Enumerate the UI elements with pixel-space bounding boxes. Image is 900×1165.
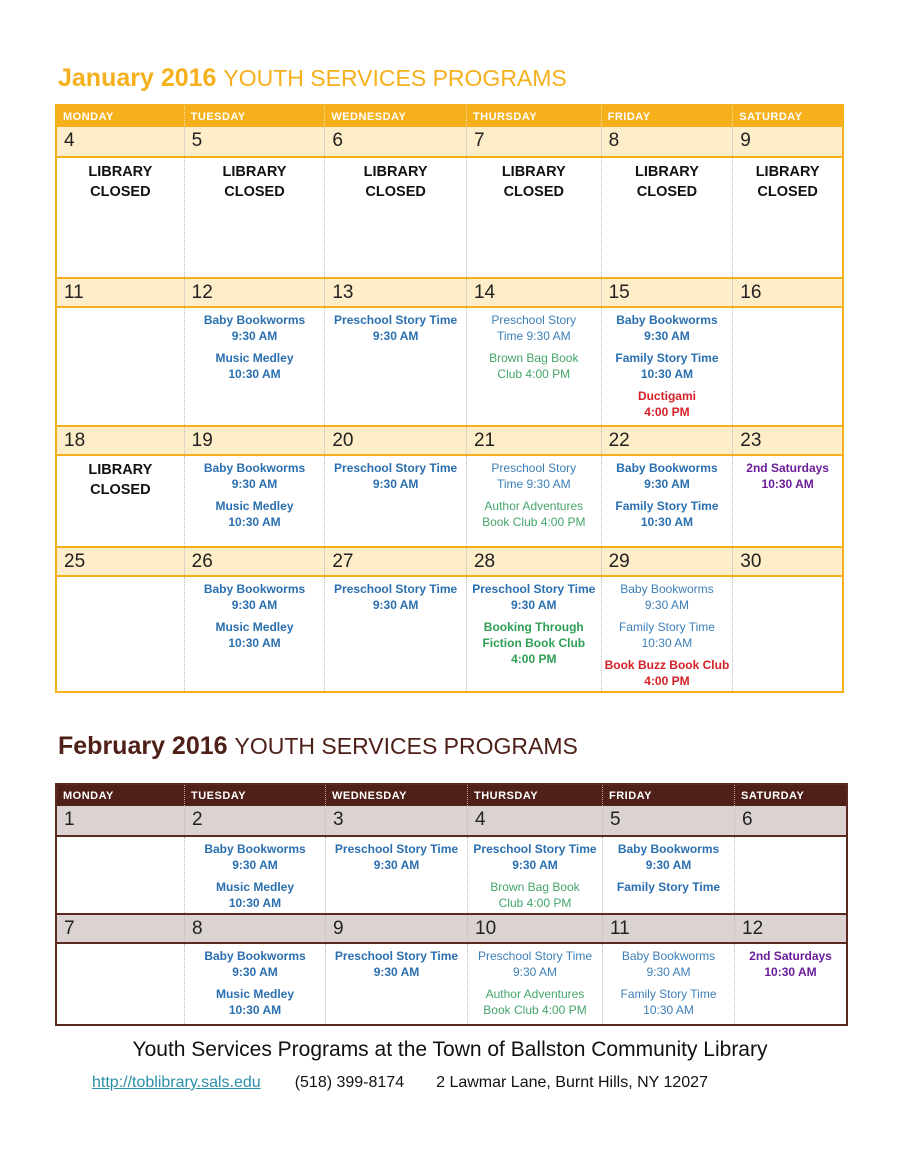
- event-text: Preschool Story: [491, 461, 577, 475]
- date-number: 9: [325, 915, 467, 942]
- date-number: 28: [466, 548, 601, 575]
- event-text: Author Adventures: [485, 987, 585, 1001]
- phone: (518) 399-8174: [294, 1074, 405, 1091]
- event-item[interactable]: [602, 460, 733, 492]
- event-text: Ductigami: [637, 389, 696, 403]
- event-item[interactable]: [602, 619, 733, 651]
- event-text: 10:30 AM: [228, 1003, 282, 1017]
- event-item[interactable]: [602, 388, 733, 420]
- date-number: 9: [732, 127, 842, 156]
- event-item[interactable]: [185, 619, 325, 651]
- title-subtitle: YOUTH SERVICES PROGRAMS: [234, 733, 578, 759]
- event-text: Family Story Time: [615, 499, 719, 513]
- day-cell: [466, 308, 601, 425]
- day-cell: [602, 944, 734, 1024]
- event-item[interactable]: [467, 619, 601, 667]
- event-text: Baby Bookworms: [617, 842, 720, 856]
- date-number: 4: [467, 806, 602, 835]
- january-title: [58, 64, 567, 93]
- events-row: [57, 577, 842, 691]
- day-cell: [57, 456, 184, 546]
- date-number: 7: [466, 127, 601, 156]
- event-text: 10:30 AM: [761, 477, 814, 491]
- event-text: 9:30 AM: [231, 329, 278, 343]
- event-item[interactable]: [733, 460, 842, 492]
- event-text: 10:30 AM: [228, 896, 282, 910]
- event-item[interactable]: [185, 841, 325, 873]
- event-text: Preschool Story Time: [473, 842, 597, 856]
- event-text: LIBRARY: [363, 164, 428, 180]
- event-text: 9:30 AM: [646, 965, 691, 979]
- date-number: 15: [601, 279, 733, 306]
- day-cell: [601, 577, 733, 691]
- event-text: 4:00 PM: [644, 674, 690, 688]
- date-number: 5: [184, 127, 325, 156]
- event-item[interactable]: [325, 312, 466, 344]
- event-text: Family Story Time: [615, 351, 719, 365]
- event-item[interactable]: [467, 350, 601, 382]
- date-number: 8: [601, 127, 733, 156]
- date-number: 30: [732, 548, 842, 575]
- date-row: [57, 913, 846, 944]
- event-text: Music Medley: [215, 620, 294, 634]
- event-text: Club 4:00 PM: [498, 896, 572, 910]
- event-text: Music Medley: [215, 880, 295, 894]
- event-item[interactable]: [326, 841, 467, 873]
- weekday-label: WEDNESDAY: [325, 785, 467, 806]
- event-text: Booking Through: [483, 620, 584, 634]
- day-cell: [732, 158, 842, 277]
- events-row: [57, 944, 846, 1024]
- event-item[interactable]: [602, 581, 733, 613]
- events-row: [57, 158, 842, 277]
- day-cell: [184, 308, 325, 425]
- event-text: 2nd Saturdays: [749, 949, 832, 963]
- day-cell: [601, 456, 733, 546]
- event-text: 9:30 AM: [231, 477, 278, 491]
- event-text: 10:30 AM: [228, 367, 281, 381]
- event-text: 9:30 AM: [644, 598, 689, 612]
- day-cell: [184, 577, 325, 691]
- address: 2 Lawmar Lane, Burnt Hills, NY 12027: [436, 1074, 708, 1091]
- event-text: Baby Bookworms: [203, 313, 306, 327]
- event-text: Preschool Story Time: [334, 842, 459, 856]
- event-item[interactable]: [603, 986, 734, 1018]
- event-text: Fiction Book Club: [482, 636, 586, 650]
- day-cell: [732, 456, 842, 546]
- event-item[interactable]: [185, 581, 325, 613]
- event-text: Brown Bag Book: [489, 351, 579, 365]
- event-text: 9:30 AM: [232, 965, 278, 979]
- event-item[interactable]: [185, 948, 325, 980]
- weekday-label: TUESDAY: [184, 785, 325, 806]
- day-cell: [184, 837, 325, 913]
- day-cell: [732, 577, 842, 691]
- event-text: 9:30 AM: [232, 858, 278, 872]
- date-number: 6: [734, 806, 846, 835]
- library-closed-notice: [602, 162, 733, 202]
- weekday-label: SATURDAY: [732, 106, 842, 127]
- event-text: Music Medley: [215, 499, 294, 513]
- event-item[interactable]: [185, 498, 325, 530]
- date-number: 8: [184, 915, 325, 942]
- date-number: 7: [64, 918, 75, 939]
- weekday-label: WEDNESDAY: [324, 106, 466, 127]
- event-text: Time 9:30 AM: [496, 477, 571, 491]
- date-number: 21: [466, 427, 601, 454]
- day-cell: [184, 944, 325, 1024]
- day-cell: [57, 944, 184, 1024]
- event-text: LIBRARY: [501, 164, 566, 180]
- event-text: 9:30 AM: [510, 598, 557, 612]
- date-number: 11: [64, 282, 84, 303]
- date-row: [57, 425, 842, 456]
- weekday-label: THURSDAY: [466, 106, 601, 127]
- event-text: 9:30 AM: [373, 965, 420, 979]
- event-text: Book Buzz Book Club: [604, 658, 730, 672]
- day-cell: [734, 944, 846, 1024]
- event-text: Music Medley: [215, 351, 294, 365]
- event-text: CLOSED: [90, 482, 151, 498]
- event-text: Baby Bookworms: [620, 582, 714, 596]
- february-calendar: [55, 783, 848, 1026]
- weekday-label: FRIDAY: [602, 785, 734, 806]
- event-text: 9:30 AM: [372, 477, 419, 491]
- event-text: 10:30 AM: [228, 515, 281, 529]
- date-number: 5: [602, 806, 734, 835]
- event-text: LIBRARY: [88, 164, 153, 180]
- day-cell: [467, 837, 602, 913]
- event-text: Baby Bookworms: [203, 582, 306, 596]
- event-item[interactable]: [468, 948, 602, 980]
- event-text: Family Story Time: [620, 987, 717, 1001]
- library-closed-notice: [57, 162, 184, 202]
- day-cell: [57, 308, 184, 425]
- date-row: [57, 277, 842, 308]
- event-item[interactable]: [602, 498, 733, 530]
- date-number: 27: [324, 548, 466, 575]
- event-text: CLOSED: [365, 184, 426, 200]
- day-cell: [57, 158, 184, 277]
- date-number: 2: [184, 806, 325, 835]
- events-row: [57, 456, 842, 546]
- event-text: Preschool Story Time: [334, 582, 458, 596]
- library-closed-notice: [325, 162, 466, 202]
- event-item[interactable]: [326, 948, 467, 980]
- event-text: 9:30 AM: [372, 329, 419, 343]
- date-number: 11: [602, 915, 734, 942]
- date-number: 6: [324, 127, 466, 156]
- date-number: 19: [184, 427, 325, 454]
- day-cell: [324, 158, 466, 277]
- events-row: [57, 837, 846, 913]
- event-text: CLOSED: [90, 184, 151, 200]
- event-item[interactable]: [185, 350, 325, 382]
- day-cell: [57, 837, 184, 913]
- event-text: Baby Bookworms: [616, 461, 718, 475]
- day-cell: [602, 837, 734, 913]
- day-cell: [57, 577, 184, 691]
- event-text: Preschool Story: [491, 313, 577, 327]
- event-text: Baby Bookworms: [621, 949, 716, 963]
- event-text: 9:30 AM: [373, 858, 420, 872]
- day-cell: [732, 308, 842, 425]
- weekday-label: SATURDAY: [734, 785, 846, 806]
- date-number: 25: [64, 551, 86, 572]
- date-number: 16: [732, 279, 842, 306]
- event-text: Club 4:00 PM: [497, 367, 571, 381]
- date-number: 29: [601, 548, 733, 575]
- date-number: 3: [325, 806, 467, 835]
- event-item[interactable]: [185, 312, 325, 344]
- event-text: 10:30 AM: [643, 1003, 694, 1017]
- event-text: 10:30 AM: [764, 965, 817, 979]
- event-text: 2nd Saturdays: [746, 461, 829, 475]
- event-item[interactable]: [467, 460, 601, 492]
- day-cell: [325, 944, 467, 1024]
- day-cell: [325, 837, 467, 913]
- event-text: LIBRARY: [222, 164, 287, 180]
- event-text: 10:30 AM: [641, 636, 693, 650]
- event-item[interactable]: [468, 841, 602, 873]
- event-text: Family Story Time: [618, 620, 715, 634]
- event-text: 9:30 AM: [512, 965, 558, 979]
- date-number: 26: [184, 548, 325, 575]
- event-text: Preschool Story Time: [472, 582, 596, 596]
- day-cell: [324, 456, 466, 546]
- event-text: 9:30 AM: [372, 598, 419, 612]
- day-cell: [324, 577, 466, 691]
- date-number: 12: [734, 915, 846, 942]
- day-cell: [466, 456, 601, 546]
- day-cell: [601, 308, 733, 425]
- event-text: LIBRARY: [755, 164, 820, 180]
- date-row: [57, 806, 846, 837]
- event-text: 10:30 AM: [228, 636, 281, 650]
- event-text: 9:30 AM: [644, 329, 690, 343]
- date-number: 4: [64, 130, 75, 151]
- weekday-label: FRIDAY: [601, 106, 733, 127]
- event-item[interactable]: [735, 948, 846, 980]
- event-text: Family Story Time: [616, 880, 721, 894]
- weekday-label: MONDAY: [63, 111, 114, 123]
- january-calendar: [55, 104, 844, 693]
- title-month: January 2016: [58, 64, 217, 92]
- event-text: Music Medley: [215, 987, 295, 1001]
- event-text: CLOSED: [757, 184, 818, 200]
- event-text: CLOSED: [636, 184, 698, 200]
- footer-heading: Youth Services Programs at the Town of Ballston Community Library: [132, 1038, 768, 1061]
- day-cell: [467, 944, 602, 1024]
- library-link[interactable]: http://toblibrary.sals.edu: [92, 1074, 261, 1091]
- event-text: CLOSED: [503, 184, 564, 200]
- event-item[interactable]: [467, 498, 601, 530]
- event-text: 9:30 AM: [231, 598, 278, 612]
- event-item[interactable]: [603, 841, 734, 873]
- event-item[interactable]: [603, 948, 734, 980]
- event-text: Preschool Story Time: [334, 949, 459, 963]
- event-item[interactable]: [185, 986, 325, 1018]
- event-item[interactable]: [468, 879, 602, 911]
- day-cell: [324, 308, 466, 425]
- event-text: Preschool Story Time: [477, 949, 593, 963]
- day-cell: [466, 577, 601, 691]
- footer-contact: [92, 1074, 740, 1092]
- event-text: Baby Bookworms: [204, 842, 306, 856]
- date-number: 10: [467, 915, 602, 942]
- day-cell: [734, 837, 846, 913]
- event-text: Book Club 4:00 PM: [483, 1003, 587, 1017]
- day-cell: [184, 456, 325, 546]
- event-text: Preschool Story Time: [334, 313, 458, 327]
- event-text: 4:00 PM: [644, 405, 690, 419]
- event-text: 9:30 AM: [644, 477, 690, 491]
- date-number: 1: [64, 809, 75, 830]
- event-item[interactable]: [325, 581, 466, 613]
- event-text: 4:00 PM: [511, 652, 557, 666]
- event-item[interactable]: [602, 312, 733, 344]
- title-subtitle: YOUTH SERVICES PROGRAMS: [223, 65, 567, 91]
- library-closed-notice: [185, 162, 325, 202]
- date-number: 22: [601, 427, 733, 454]
- library-closed-notice: [733, 162, 842, 202]
- event-item[interactable]: [603, 879, 734, 895]
- weekday-label: MONDAY: [63, 790, 114, 802]
- event-text: 10:30 AM: [640, 515, 694, 529]
- day-cell: [184, 158, 325, 277]
- date-number: 14: [466, 279, 601, 306]
- weekday-header-row: [57, 785, 846, 806]
- event-text: LIBRARY: [634, 164, 699, 180]
- event-item[interactable]: [467, 581, 601, 613]
- date-number: 18: [64, 430, 86, 451]
- title-month: February 2016: [58, 732, 228, 760]
- event-item[interactable]: [185, 460, 325, 492]
- date-row: [57, 546, 842, 577]
- event-item[interactable]: [468, 986, 602, 1018]
- event-text: CLOSED: [224, 184, 285, 200]
- event-text: Baby Bookworms: [616, 313, 718, 327]
- date-number: 23: [732, 427, 842, 454]
- event-text: 9:30 AM: [645, 858, 692, 872]
- event-text: Book Club 4:00 PM: [482, 515, 586, 529]
- day-cell: [466, 158, 601, 277]
- events-row: [57, 308, 842, 425]
- event-item[interactable]: [602, 657, 733, 689]
- day-cell: [601, 158, 733, 277]
- event-text: Author Adventures: [484, 499, 584, 513]
- event-text: 10:30 AM: [640, 367, 694, 381]
- event-item[interactable]: [602, 350, 733, 382]
- event-item[interactable]: [467, 312, 601, 344]
- event-text: LIBRARY: [88, 462, 153, 478]
- event-text: Brown Bag Book: [490, 880, 580, 894]
- february-title: [58, 732, 578, 761]
- library-closed-notice: [467, 162, 601, 202]
- weekday-label: THURSDAY: [467, 785, 602, 806]
- date-number: 13: [324, 279, 466, 306]
- weekday-label: TUESDAY: [184, 106, 325, 127]
- event-item[interactable]: [185, 879, 325, 911]
- event-text: Baby Bookworms: [204, 949, 306, 963]
- event-text: Time 9:30 AM: [496, 329, 571, 343]
- event-text: Preschool Story Time: [334, 461, 458, 475]
- event-text: Baby Bookworms: [203, 461, 306, 475]
- date-number: 12: [184, 279, 325, 306]
- weekday-header-row: [57, 106, 842, 127]
- library-closed-notice: [57, 460, 184, 500]
- event-text: 9:30 AM: [512, 858, 558, 872]
- event-item[interactable]: [325, 460, 466, 492]
- date-row: [57, 127, 842, 158]
- date-number: 20: [324, 427, 466, 454]
